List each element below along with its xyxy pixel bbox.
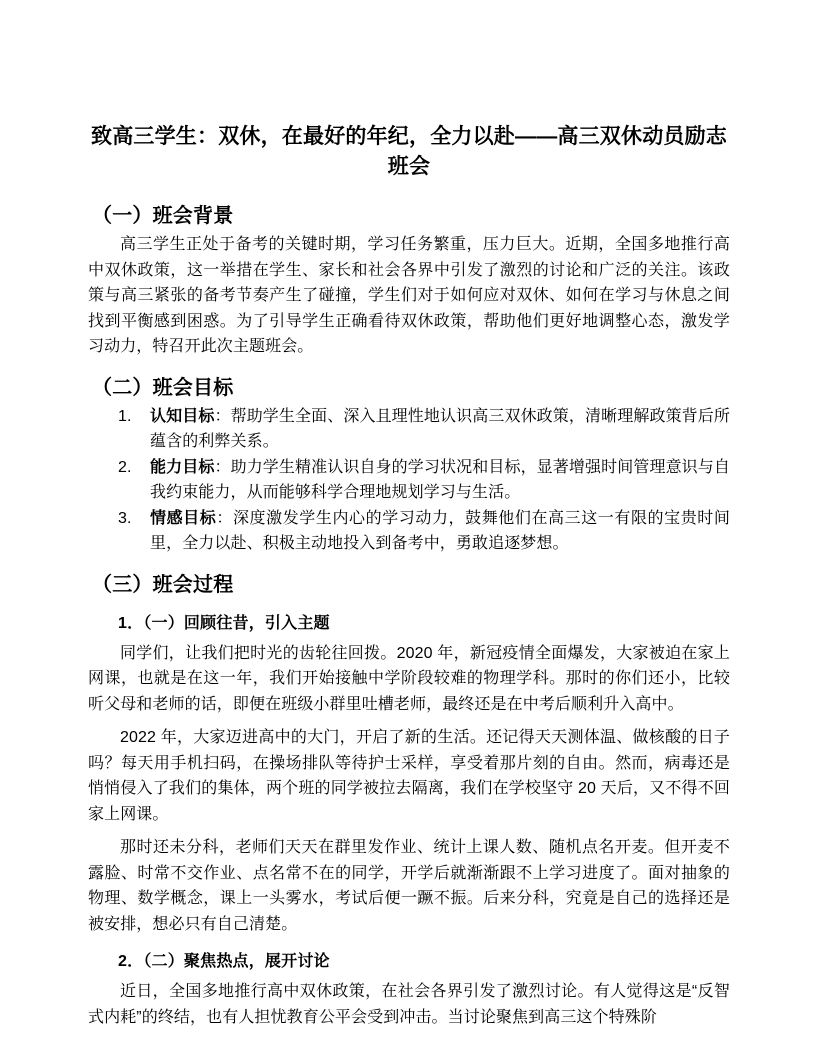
list-item [88,455,730,506]
section-heading-goals: （二）班会目标 [92,376,234,399]
subsection-title: （一）回顾往昔，引入主题 [143,614,330,632]
subsection-heading-discussion [88,949,730,975]
list-marker: 1. [118,407,132,425]
subsection-number: 2 [118,953,128,970]
review-paragraph-2: 2022 年，大家迈进高中的大门，开启了新的生活。还记得天天测体温、做核酸的日子吗？每天用手机扫码，在操场排队等待护士采样，享受着那片刻的自由。然而，病毒还是悄悄侵入了我们的集体，两个班的同学被拉去隔离，我们在学校坚守 20 天后，又不得不回家上网课。 [88,729,730,823]
list-marker: 2. [118,458,132,476]
list-item [88,404,730,455]
subsection-dot: ． [127,614,144,632]
subsection-title: （二）聚焦热点，展开讨论 [143,953,330,970]
goal-separator: ： [214,458,231,476]
goal-separator: ： [216,509,233,527]
review-paragraph-1: 同学们，让我们把时光的齿轮往回拨。2020 年，新冠疫情全面爆发，大家被迫在家上网课，也就是在这一年，我们开始接触中学阶段较难的物理学科。那时的你们还小，比较听父母和老师的话，即便在班级小群里吐槽老师，最终还是在中考后顺利升入高中。 [88,644,730,713]
review-paragraph-3: 那时还未分科，老师们天天在群里发作业、统计上课人数、随机点名开麦。但开麦不露脸、时常不交作业、点名常不在的同学，开学后就渐渐跟不上学习进度了。面对抽象的物理、数学概念，课上一头雾水，考试后便一蹶不振。后来分科，究竟是自己的选择还是被安排，想必只有自己清楚。 [88,839,730,933]
goals-list [88,404,730,557]
goal-text: 帮助学生全面、深入且理性地认识高三双休政策，清晰理解政策背后所蕴含的利弊关系。 [150,407,731,450]
discussion-paragraph-1: 近日，全国多地推行高中双休政策，在社会各界引发了激烈讨论。有人觉得这是“反智式内耗”的终结，也有人担忧教育公平会受到冲击。当讨论聚焦到高三这个特殊阶 [88,983,730,1026]
subsection-number: 1 [118,614,128,632]
section-heading-process: （三）班会过程 [92,573,234,596]
section-heading-background: （一）班会背景 [92,205,234,227]
background-paragraph: 高三学生正处于备考的关键时期，学习任务繁重，压力巨大。近期，全国多地推行高中双休政策，这一举措在学生、家长和社会各界中引发了激烈的讨论和广泛的关注。该政策与高三紧张的备考节奏产生了碰撞，学生们对于如何应对双休、如何在学习与休息之间找到平衡感到困惑。为了引导学生正确看待双休政策，帮助他们更好地调整心态，激发学习动力，特召开此次主题班会。 [88,236,730,355]
goal-separator: ： [214,407,231,425]
goal-label: 情感目标 [150,509,217,527]
list-marker: 3. [118,509,132,527]
document-title: 致高三学生：双休，在最好的年纪，全力以赴——高三双休动员励志班会 [91,125,727,178]
subsection-heading-review [88,611,730,637]
goal-text: 助力学生精准认识自身的学习状况和目标，显著增强时间管理意识与自我约束能力，从而能够科学合理地规划学习与生活。 [150,458,731,501]
goal-text: 深度激发学生内心的学习动力，鼓舞他们在高三这一有限的宝贵时间里，全力以赴、积极主动地投入到备考中，勇敢追逐梦想。 [150,509,730,552]
subsection-dot: ． [127,953,144,970]
goal-label: 能力目标 [150,458,215,476]
document-body [88,122,730,1030]
list-item [88,506,730,557]
goal-label: 认知目标 [150,407,215,425]
